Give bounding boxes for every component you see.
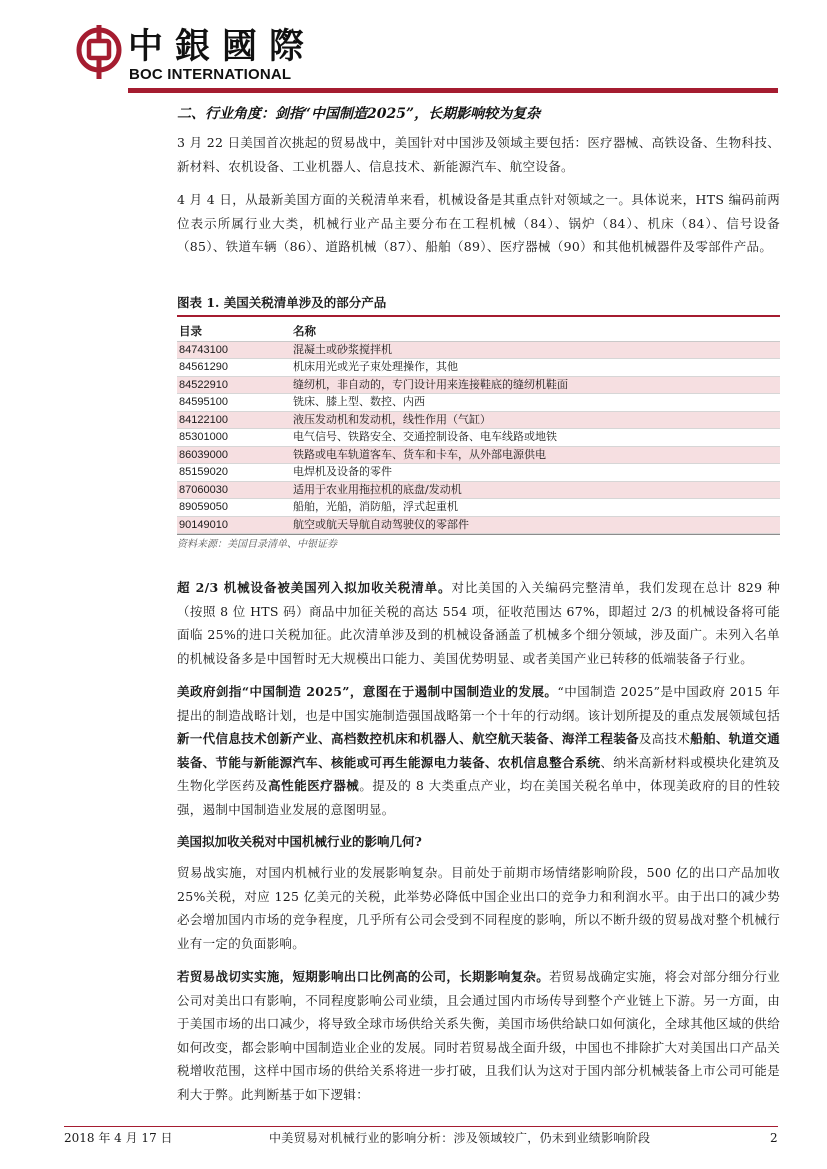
table-header-row: [177, 321, 780, 342]
paragraph-two-thirds: [177, 576, 780, 670]
product-code: 84561290: [177, 359, 291, 377]
column-header-name: 名称: [291, 321, 780, 342]
product-name: 适用于农业用拖拉机的底盘/发动机: [291, 481, 780, 499]
tariff-products-table: [177, 321, 780, 535]
product-code: 85159020: [177, 464, 291, 482]
product-name: 电气信号、铁路安全、交通控制设备、电车线路或地铁: [291, 429, 780, 447]
product-code: 84743100: [177, 341, 291, 359]
product-code: 85301000: [177, 429, 291, 447]
text-two-thirds: 对比美国的入关编码完整清单，我们发现在总计 829 种（按照 8 位 HTS 码）商品中加征关税的高达 554 项，征收范围达 67%，即超过 2/3 的机械设备将可能面临 25%的进口关税加征。此次清单涉及到的机械设备涵盖了机械多个细分领域，涉及面广。未列入名单的机械设备多是中国暂时无大规模出口能力、美国优势明显、或者美国产业已转移的低端装备子行业。: [177, 580, 780, 666]
product-name: 铣床、膝上型、数控、内西: [291, 394, 780, 412]
lead-long-term: 若贸易战切实实施，短期影响出口比例高的公司，长期影响复杂。: [177, 969, 550, 984]
key-industries-3: 高性能医疗器械: [268, 778, 360, 793]
table-row: [177, 411, 780, 429]
product-name: 混凝土或砂浆搅拌机: [291, 341, 780, 359]
text-made-in-china-e: 。提及的 8 大类重点产业，均在美国关税名单中，体现美政府的目的性较强，遏制中国制造业发展的意图明显。: [177, 778, 780, 817]
table-row: [177, 499, 780, 517]
text-made-in-china-c: 及高技术: [638, 731, 691, 746]
product-code: 87060030: [177, 481, 291, 499]
text-made-in-china-d: 、纳米高新材料或模块化建筑及生物化学医药及: [177, 754, 780, 793]
header-divider: [128, 88, 778, 93]
table-bottom-rule: [177, 534, 780, 535]
product-code: 84522910: [177, 376, 291, 394]
product-name: 航空或航天导航自动驾驶仪的零部件: [291, 516, 780, 534]
product-name: 电焊机及设备的零件: [291, 464, 780, 482]
paragraph-intro: 3 月 22 日美国首次挑起的贸易战中，美国针对中国涉及领域主要包括：医疗器械、高铁设备、生物科技、新材料、农机设备、工业机器人、信息技术、新能源汽车、航空设备。: [177, 135, 780, 174]
product-code: 84122100: [177, 411, 291, 429]
text-long-term: 若贸易战确定实施，将会对部分细分行业公司对美出口有影响，不同程度影响公司业绩，且会通过国内市场传导到整个产业链上下游。另一方面，由于美国市场的出口减少，将导致全球市场供给关系失衡，美国市场供给缺口如何演化，全球其他区域的供给如何改变，都会影响中国制造业企业的发展。同时若贸易战全面升级，中国也不排除扩大对美国出口产品关税增收范围，这样中国市场的供给关系将进一步打破，且我们认为这对于国内部分机械装备上市公司可能是利大于弊。此判断基于如下逻辑：: [177, 969, 780, 1102]
footer-date: 2018 年 4 月 17 日: [64, 1131, 173, 1145]
table-row: [177, 429, 780, 447]
footer-divider: [64, 1126, 778, 1127]
boc-logo-icon: [76, 24, 122, 80]
key-industries-2: 船舶、轨道交通装备、节能与新能源汽车、核能或可再生能源电力装备、农机信息整合系统: [177, 731, 780, 770]
lead-made-in-china: 美政府剑指“中国制造 2025”，意图在于遏制中国制造业的发展。: [177, 684, 558, 699]
table-row: [177, 376, 780, 394]
table-row: [177, 359, 780, 377]
paragraph-long-term: [177, 965, 780, 1106]
product-code: 86039000: [177, 446, 291, 464]
report-body: [177, 103, 780, 1116]
product-code: 84595100: [177, 394, 291, 412]
page-number: 2: [770, 1131, 778, 1145]
column-header-code: 目录: [177, 321, 291, 342]
table-row: [177, 481, 780, 499]
paragraph-impact: 贸易战实施，对国内机械行业的发展影响复杂。目前处于前期市场情绪影响阶段，500 亿的出口产品加收 25%关税，对应 125 亿美元的关税，此举势必降低中国企业出口的竞争力和利润水平。由于出口的减少势必会增加国内市场的竞争程度，几乎所有公司会受到不同程度的影响，所以不断升级的贸易战对整个机械行业有一定的负面影响。: [177, 865, 780, 951]
table-row: [177, 446, 780, 464]
table-row: [177, 516, 780, 534]
table-row: [177, 464, 780, 482]
table-body: [177, 341, 780, 534]
paragraph-hts: 4 月 4 日，从最新美国方面的关税清单来看，机械设备是其重点针对领域之一。具体说来，HTS 编码前两位表示所属行业大类，机械行业产品主要分布在工程机械（84）、锅炉（84）、机床（84）、信号设备（85）、铁道车辆（86）、道路机械（87）、船舶（89）、医疗器械（90）和其他机械器件及零部件产品。: [177, 192, 780, 254]
footer-title: 中美贸易对机械行业的影响分析：涉及领域较广，仍未到业绩影响阶段: [269, 1131, 651, 1145]
text-made-in-china-a: “中国制造 2025”是中国政府 2015 年提出的制造战略计划，也是中国实施制造强国战略第一个十年的行动纲。该计划所提及的重点发展领域包括: [177, 684, 780, 723]
question-heading: 美国拟加收关税对中国机械行业的影响几何?: [177, 834, 422, 849]
product-code: 90149010: [177, 516, 291, 534]
lead-two-thirds: 超 2/3 机械设备被美国列入拟加收关税清单。: [177, 580, 452, 595]
figure-source: 资料来源：美国目录清单、中银证券: [177, 539, 337, 550]
paragraph-made-in-china: [177, 680, 780, 821]
section-title: 二、行业角度：剑指“中国制造2025”，长期影响较为复杂: [177, 106, 541, 122]
product-name: 铁路或电车轨道客车、货车和卡车，从外部电源供电: [291, 446, 780, 464]
product-code: 89059050: [177, 499, 291, 517]
brand-name-cn: 中銀國際: [128, 26, 317, 67]
brand-name-en: BOC INTERNATIONAL: [129, 66, 292, 83]
product-name: 缝纫机，非自动的，专门设计用来连接鞋底的缝纫机鞋面: [291, 376, 780, 394]
product-name: 机床用光或光子束处理操作，其他: [291, 359, 780, 377]
table-row: [177, 341, 780, 359]
key-industries-1: 新一代信息技术创新产业、高档数控机床和机器人、航空航天装备、海洋工程装备: [177, 731, 639, 746]
product-name: 船舶，光船，消防船，浮式起重机: [291, 499, 780, 517]
product-name: 液压发动机和发动机，线性作用（气缸）: [291, 411, 780, 429]
table-row: [177, 394, 780, 412]
figure-title: 图表 1. 美国关税清单涉及的部分产品: [177, 293, 780, 317]
